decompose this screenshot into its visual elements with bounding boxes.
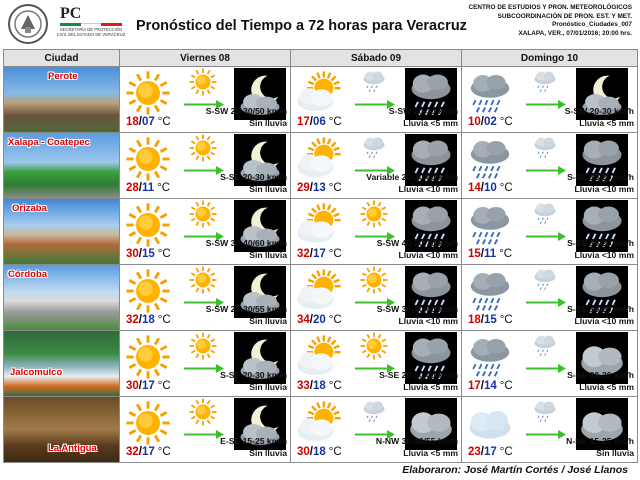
min-temp: 20 xyxy=(313,314,326,326)
arrow-icon xyxy=(526,162,566,170)
sun-icon xyxy=(188,265,218,295)
sun-icon xyxy=(124,267,172,315)
max-temp: 14 xyxy=(468,182,481,194)
cloud-rain-light-icon xyxy=(530,133,560,163)
day-forecast-cell xyxy=(462,397,638,463)
cloud-icon xyxy=(466,399,514,447)
min-temp: 17 xyxy=(142,380,155,392)
city-photo xyxy=(4,331,119,396)
temp-unit: °C xyxy=(499,380,513,392)
temperature xyxy=(468,380,513,392)
temperature xyxy=(297,446,342,458)
day-forecast-cell xyxy=(462,199,638,265)
city-cell xyxy=(4,397,120,463)
max-temp: 28 xyxy=(126,182,139,194)
sun-cloud-icon xyxy=(295,201,343,249)
day-forecast-cell xyxy=(120,133,291,199)
city-name: Córdoba xyxy=(8,269,48,280)
column-header-day: Sábado 09 xyxy=(291,50,462,67)
min-temp: 14 xyxy=(484,380,497,392)
rain-forecast: Lluvia <10 mm xyxy=(574,316,634,326)
temp-unit: °C xyxy=(157,314,171,326)
temp-separator: / xyxy=(480,314,484,326)
table-row xyxy=(4,133,638,199)
temperature xyxy=(468,182,513,194)
temperature xyxy=(468,446,513,458)
temp-separator: / xyxy=(309,248,313,260)
day-forecast-cell xyxy=(291,397,462,463)
min-temp: 15 xyxy=(484,314,497,326)
wind-forecast: N-NE 15-25 km/h xyxy=(566,436,634,446)
day-forecast-cell xyxy=(462,67,638,133)
min-temp: 11 xyxy=(142,182,155,194)
sun-icon xyxy=(188,397,218,427)
max-temp: 30 xyxy=(126,380,139,392)
temp-separator: / xyxy=(309,446,313,458)
rain-forecast: Lluvia <5 mm xyxy=(403,448,458,458)
arrow-icon xyxy=(184,426,224,434)
temp-separator: / xyxy=(309,116,313,128)
arrow-icon xyxy=(526,360,566,368)
temp-unit: °C xyxy=(499,182,513,194)
logo xyxy=(6,3,124,45)
wind-forecast: S-SE 10-20 km/h xyxy=(567,172,634,182)
wind-forecast: S-SE 20-30 km/h xyxy=(567,370,634,380)
arrow-icon xyxy=(355,360,395,368)
cloud-rain-icon xyxy=(466,267,514,315)
min-temp: 18 xyxy=(313,380,326,392)
table-row xyxy=(4,331,638,397)
temperature xyxy=(126,248,171,260)
temperature xyxy=(297,248,342,260)
footer-credits: Elaboraron: José Martín Cortés / José Llanos xyxy=(402,464,628,476)
min-temp: 07 xyxy=(142,116,155,128)
temp-unit: °C xyxy=(157,248,171,260)
wind-forecast: S-SW 30-40/60 km/h xyxy=(376,304,458,314)
wind-forecast: S-SW 40-50/70 km/h xyxy=(376,238,458,248)
rain-forecast: Lluvia <5 mm xyxy=(403,118,458,128)
arrow-icon xyxy=(184,96,224,104)
arrow-icon xyxy=(355,228,395,236)
temp-separator: / xyxy=(480,446,484,458)
header-info xyxy=(442,4,632,38)
sun-cloud-icon xyxy=(295,399,343,447)
flag-stripe xyxy=(60,23,122,26)
wind-forecast: N-NW 30-40/55 km/h xyxy=(375,436,458,446)
wind-forecast: S-SW 20-30/50 km/h xyxy=(205,106,287,116)
max-temp: 18 xyxy=(126,116,139,128)
temp-unit: °C xyxy=(499,116,513,128)
arrow-icon xyxy=(526,96,566,104)
wind-forecast: S-SW 20-30 km/h xyxy=(564,106,634,116)
sun-icon xyxy=(124,399,172,447)
day-forecast-cell xyxy=(291,67,462,133)
temp-separator: / xyxy=(138,380,142,392)
max-temp: 30 xyxy=(126,248,139,260)
sun-icon xyxy=(359,331,389,361)
temperature xyxy=(468,248,512,260)
temperature xyxy=(126,380,171,392)
temp-unit: °C xyxy=(157,446,171,458)
max-temp: 17 xyxy=(468,380,481,392)
wind-forecast: S-SE 10-20 km/h xyxy=(567,238,634,248)
rain-forecast: Lluvia <10 mm xyxy=(398,316,458,326)
city-name: Orizaba xyxy=(12,203,47,214)
temp-separator: / xyxy=(138,248,142,260)
state-seal-icon xyxy=(6,3,50,45)
temp-separator: / xyxy=(138,182,142,194)
max-temp: 23 xyxy=(468,446,481,458)
temp-unit: °C xyxy=(328,182,342,194)
max-temp: 33 xyxy=(297,380,310,392)
min-temp: 18 xyxy=(313,446,326,458)
table-row xyxy=(4,265,638,331)
sun-icon xyxy=(188,67,218,97)
wind-forecast: S-SE 20-30/40 km/h xyxy=(379,370,458,380)
rain-forecast: Sin lluvia xyxy=(596,448,634,458)
temperature xyxy=(126,116,171,128)
temp-separator: / xyxy=(138,116,142,128)
rain-forecast: Sin lluvia xyxy=(249,184,287,194)
temp-unit: °C xyxy=(157,182,171,194)
table-row xyxy=(4,67,638,133)
arrow-icon xyxy=(355,162,395,170)
max-temp: 32 xyxy=(297,248,310,260)
cloud-rain-light-icon xyxy=(359,133,389,163)
arrow-icon xyxy=(355,294,395,302)
sun-cloud-icon xyxy=(295,135,343,183)
max-temp: 30 xyxy=(297,446,310,458)
rain-forecast: Sin lluvia xyxy=(249,382,287,392)
temperature xyxy=(468,314,513,326)
cloud-rain-light-icon xyxy=(530,397,560,427)
day-forecast-cell xyxy=(291,265,462,331)
temperature xyxy=(297,314,342,326)
temperature xyxy=(468,116,513,128)
day-forecast-cell xyxy=(291,331,462,397)
min-temp: 17 xyxy=(142,446,155,458)
wind-forecast: S-SW 20-30/55 km/h xyxy=(205,304,287,314)
city-name: Perote xyxy=(48,71,78,82)
day-forecast-cell xyxy=(462,331,638,397)
min-temp: 15 xyxy=(142,248,155,260)
logo-text: SECRETARÍA DE PROTECCIÓN CIVIL DEL ESTADO DE VERACRUZ xyxy=(56,27,126,37)
max-temp: 17 xyxy=(297,116,310,128)
cloud-rain-icon xyxy=(466,333,514,381)
city-cell xyxy=(4,265,120,331)
sun-icon xyxy=(188,133,218,163)
arrow-icon xyxy=(184,228,224,236)
rain-forecast: Sin lluvia xyxy=(249,448,287,458)
info-line: Pronóstico_Ciudades_007 xyxy=(552,21,632,29)
wind-forecast: S-SE 20-30 km/h xyxy=(220,370,287,380)
arrow-icon xyxy=(355,426,395,434)
sun-icon xyxy=(188,199,218,229)
min-temp: 11 xyxy=(484,248,497,260)
column-header-day: Domingo 10 xyxy=(462,50,638,67)
cloud-rain-light-icon xyxy=(530,331,560,361)
arrow-icon xyxy=(526,294,566,302)
max-temp: 29 xyxy=(297,182,310,194)
rain-forecast: Sin lluvia xyxy=(249,316,287,326)
sun-cloud-icon xyxy=(295,333,343,381)
wind-forecast: S-SE 10-20 km/h xyxy=(567,304,634,314)
day-forecast-cell xyxy=(120,265,291,331)
temperature xyxy=(126,446,171,458)
city-cell xyxy=(4,331,120,397)
cloud-rain-light-icon xyxy=(530,265,560,295)
cloud-rain-light-icon xyxy=(530,67,560,97)
max-temp: 10 xyxy=(468,116,481,128)
temp-separator: / xyxy=(309,380,313,392)
sun-cloud-icon xyxy=(295,69,343,117)
city-name: La Antigua xyxy=(48,443,97,454)
wind-forecast: E-SE 15-25 km/h xyxy=(220,436,287,446)
max-temp: 15 xyxy=(468,248,481,260)
rain-forecast: Lluvia <10 mm xyxy=(574,184,634,194)
table-row xyxy=(4,199,638,265)
cloud-rain-icon xyxy=(466,69,514,117)
info-line: XALAPA, VER., 07/01/2016; 20:00 hrs. xyxy=(518,29,632,37)
temp-unit: °C xyxy=(328,446,342,458)
city-cell xyxy=(4,133,120,199)
temp-separator: / xyxy=(309,182,313,194)
city-cell xyxy=(4,67,120,133)
arrow-icon xyxy=(526,426,566,434)
temp-separator: / xyxy=(480,380,484,392)
city-name: Jalcomulco xyxy=(10,367,63,378)
sun-cloud-icon xyxy=(295,267,343,315)
min-temp: 10 xyxy=(484,182,497,194)
day-forecast-cell xyxy=(120,67,291,133)
cloud-rain-light-icon xyxy=(359,397,389,427)
rain-forecast: Lluvia <5 mm xyxy=(579,382,634,392)
cloud-rain-icon xyxy=(466,201,514,249)
day-forecast-cell xyxy=(120,331,291,397)
wind-forecast: S-SW 30-40/60 km/h xyxy=(205,238,287,248)
city-name: Xalapa - Coatepec xyxy=(8,137,90,148)
temp-separator: / xyxy=(309,314,313,326)
temperature xyxy=(126,314,171,326)
city-cell xyxy=(4,199,120,265)
sun-icon xyxy=(359,199,389,229)
sun-icon xyxy=(188,331,218,361)
temperature xyxy=(297,182,342,194)
sun-icon xyxy=(124,333,172,381)
logo-pc: PC xyxy=(60,5,82,22)
cloud-rain-light-icon xyxy=(359,67,389,97)
temp-unit: °C xyxy=(157,116,171,128)
day-forecast-cell xyxy=(462,133,638,199)
temp-separator: / xyxy=(480,116,484,128)
temp-unit: °C xyxy=(328,380,342,392)
forecast-table xyxy=(3,49,638,463)
arrow-icon xyxy=(355,96,395,104)
table-header-row xyxy=(4,50,638,67)
min-temp: 13 xyxy=(313,182,326,194)
max-temp: 34 xyxy=(297,314,310,326)
rain-forecast: Lluvia <10 mm xyxy=(398,184,458,194)
max-temp: 32 xyxy=(126,314,139,326)
rain-forecast: Lluvia <10 mm xyxy=(398,250,458,260)
sun-icon xyxy=(124,201,172,249)
wind-forecast: S-SE 20-30 km/h xyxy=(220,172,287,182)
day-forecast-cell xyxy=(291,199,462,265)
temp-unit: °C xyxy=(499,314,513,326)
arrow-icon xyxy=(184,360,224,368)
cloud-rain-icon xyxy=(466,135,514,183)
rain-forecast: Lluvia <5 mm xyxy=(579,118,634,128)
info-line: CENTRO DE ESTUDIOS Y PRON. METEOROLÓGICOS xyxy=(468,4,632,11)
min-temp: 17 xyxy=(313,248,326,260)
min-temp: 18 xyxy=(142,314,155,326)
day-forecast-cell xyxy=(291,133,462,199)
temp-separator: / xyxy=(480,248,484,260)
rain-forecast: Lluvia <10 mm xyxy=(574,250,634,260)
column-header-city: Ciudad xyxy=(4,50,120,67)
temp-unit: °C xyxy=(499,248,513,260)
temp-separator: / xyxy=(480,182,484,194)
temp-unit: °C xyxy=(328,116,342,128)
temperature xyxy=(297,116,342,128)
wind-forecast: S-SW 20-30 km/h xyxy=(388,106,458,116)
min-temp: 06 xyxy=(313,116,326,128)
temperature xyxy=(126,182,170,194)
info-line: SUBCOORDINACIÓN DE PRON. EST. Y MET. xyxy=(497,12,632,20)
temp-unit: °C xyxy=(328,248,342,260)
sun-icon xyxy=(124,69,172,117)
arrow-icon xyxy=(184,294,224,302)
max-temp: 32 xyxy=(126,446,139,458)
sun-icon xyxy=(359,265,389,295)
table-row xyxy=(4,397,638,463)
rain-forecast: Sin lluvia xyxy=(249,250,287,260)
day-forecast-cell xyxy=(462,265,638,331)
temp-separator: / xyxy=(138,314,142,326)
wind-forecast: Variable 20-30/40 km/h xyxy=(366,172,458,182)
page-title: Pronóstico del Tiempo a 72 horas para Veracruz xyxy=(136,18,467,34)
temp-unit: °C xyxy=(499,446,513,458)
header xyxy=(0,0,640,46)
day-forecast-cell xyxy=(120,397,291,463)
min-temp: 17 xyxy=(484,446,497,458)
temp-unit: °C xyxy=(157,380,171,392)
min-temp: 02 xyxy=(484,116,497,128)
sun-icon xyxy=(124,135,172,183)
temp-separator: / xyxy=(138,446,142,458)
day-forecast-cell xyxy=(120,199,291,265)
cloud-rain-light-icon xyxy=(530,199,560,229)
arrow-icon xyxy=(526,228,566,236)
arrow-icon xyxy=(184,162,224,170)
column-header-day: Viernes 08 xyxy=(120,50,291,67)
rain-forecast: Lluvia <5 mm xyxy=(403,382,458,392)
rain-forecast: Sin lluvia xyxy=(249,118,287,128)
temperature xyxy=(297,380,342,392)
temp-unit: °C xyxy=(328,314,342,326)
max-temp: 18 xyxy=(468,314,481,326)
